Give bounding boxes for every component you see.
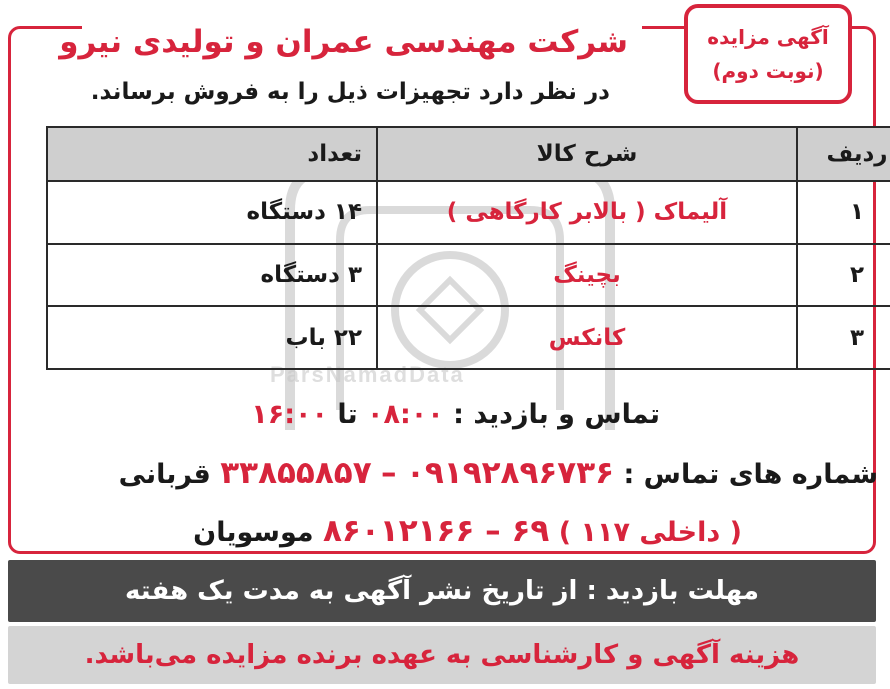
company-name: شرکت مهندسی عمران و تولیدی نیرو	[82, 16, 642, 68]
contact-extension: ( داخلی ۱۱۷ )	[558, 517, 742, 548]
contact-line-1	[12, 448, 878, 498]
header-description: شرح کالا	[377, 127, 797, 181]
table-row	[47, 181, 890, 244]
visit-hours	[100, 392, 660, 438]
row-description: کانکس	[377, 306, 797, 369]
contact-phone: ۳۳۸۵۵۸۵۷	[220, 455, 372, 491]
badge-round: (نوبت دوم)	[712, 59, 824, 83]
table-row	[47, 244, 890, 307]
notice-subtitle: در نظر دارد تجهیزات ذیل را به فروش برساند.	[90, 79, 610, 105]
table-header-row	[47, 127, 890, 181]
badge-title: آگهی مزایده	[707, 25, 829, 49]
row-quantity: ۱۴ دستگاه	[47, 181, 377, 244]
row-number: ۱	[797, 181, 890, 244]
header-quantity: تعداد	[47, 127, 377, 181]
equipment-table	[46, 126, 890, 370]
table-row	[47, 306, 890, 369]
cost-notice-banner: هزینه آگهی و کارشناسی به عهده برنده مزایده می‌باشد.	[8, 626, 876, 684]
header-row-number: ردیف	[797, 127, 890, 181]
row-description: بچینگ	[377, 244, 797, 307]
visit-end-time: ۱۶:۰۰	[251, 399, 328, 430]
watermark-text: ParsNamadData	[270, 362, 465, 387]
visit-to: تا	[337, 399, 358, 430]
row-quantity: ۳ دستگاه	[47, 244, 377, 307]
row-number: ۲	[797, 244, 890, 307]
visit-start-time: ۰۸:۰۰	[367, 399, 444, 430]
contact-phone-2: ۶۹ – ۸۶۰۱۲۱۶۶	[323, 513, 550, 549]
contact-label: شماره های تماس :	[623, 459, 878, 490]
row-number: ۳	[797, 306, 890, 369]
contact-line-2	[142, 506, 742, 556]
visit-deadline-banner: مهلت بازدید : از تاریخ نشر آگهی به مدت یک هفته	[8, 560, 876, 622]
contact-mobile: ۰۹۱۹۲۸۹۶۷۳۶	[405, 455, 615, 491]
contact-dash: –	[381, 455, 397, 491]
contact-name-1: قربانی	[118, 459, 211, 490]
contact-name-2: موسویان	[193, 517, 314, 548]
visit-label: تماس و بازدید :	[453, 399, 660, 430]
auction-badge	[684, 4, 852, 104]
row-quantity: ۲۲ باب	[47, 306, 377, 369]
row-description: آلیماک ( بالابر کارگاهی )	[377, 181, 797, 244]
